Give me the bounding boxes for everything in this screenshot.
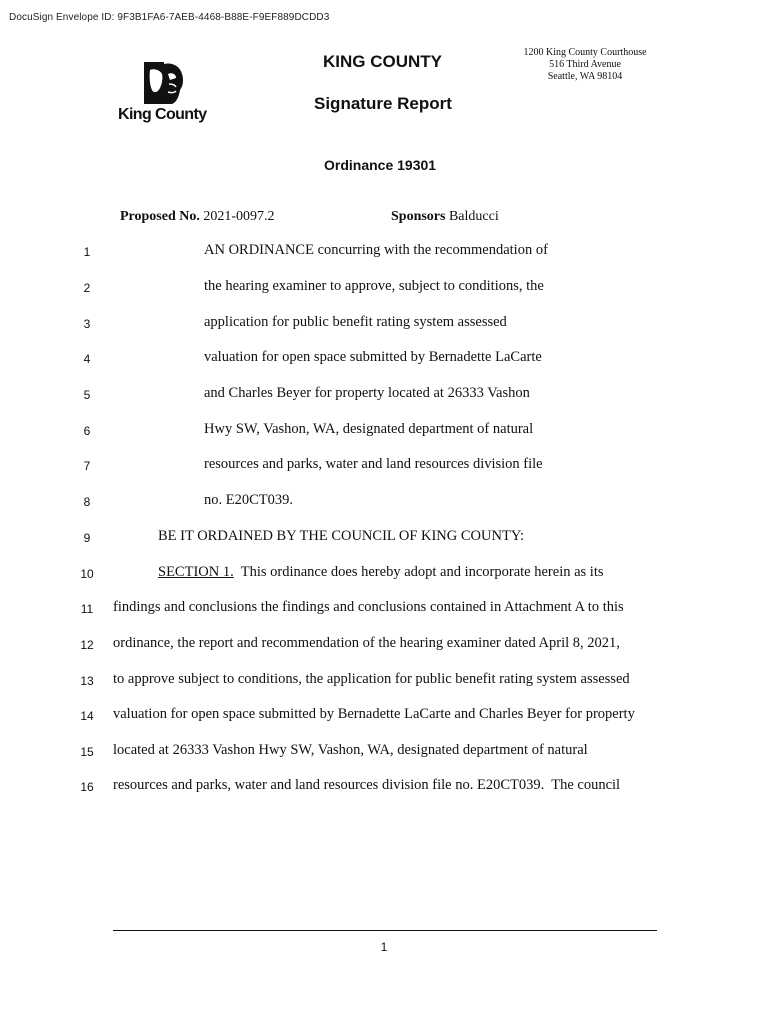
line-number: 11 <box>80 602 94 616</box>
line-number: 12 <box>80 638 94 652</box>
line-number: 13 <box>80 674 94 688</box>
line-number: 1 <box>83 245 91 259</box>
line-number: 4 <box>83 352 91 366</box>
line-number: 9 <box>83 531 91 545</box>
ordinance-line: BE IT ORDAINED BY THE COUNCIL OF KING COUNTY: <box>158 528 524 544</box>
footer-divider <box>113 930 657 931</box>
proposed-label: Proposed No. <box>120 209 200 224</box>
ordinance-line: Hwy SW, Vashon, WA, designated department of natural <box>204 421 534 437</box>
county-title: KING COUNTY <box>323 52 442 71</box>
ordinance-line: the hearing examiner to approve, subject to conditions, the <box>204 278 544 294</box>
report-title: Signature Report <box>314 94 452 113</box>
ordinance-line: findings and conclusions the findings and conclusions contained in Attachment A to this <box>113 599 624 615</box>
ordinance-line: to approve subject to conditions, the application for public benefit rating system assessed <box>113 671 630 687</box>
logo-text: King County <box>118 106 207 123</box>
line-number: 5 <box>83 388 91 402</box>
sponsors <box>391 209 499 225</box>
line-number: 16 <box>80 780 94 794</box>
address-line: 1200 King County Courthouse <box>523 47 647 58</box>
section-text: This ordinance does hereby adopt and incorporate herein as its <box>233 564 604 580</box>
ordinance-line: and Charles Beyer for property located at 26333 Vashon <box>204 385 530 401</box>
docusign-envelope-id: DocuSign Envelope ID: 9F3B1FA6-7AEB-4468-B88E-F9EF889DCDD3 <box>9 12 330 23</box>
ordinance-line: resources and parks, water and land resources division file <box>204 456 543 472</box>
line-number: 3 <box>83 317 91 331</box>
line-number: 15 <box>80 745 94 759</box>
ordinance-line: resources and parks, water and land resources division file no. E20CT039. The council <box>113 777 621 793</box>
section-heading: SECTION 1. <box>158 564 234 580</box>
ordinance-line: AN ORDINANCE concurring with the recommendation of <box>204 242 548 258</box>
line-number: 14 <box>80 709 94 723</box>
ordinance-line: located at 26333 Vashon Hwy SW, Vashon, WA, designated department of natural <box>113 742 588 758</box>
address-line: 516 Third Avenue <box>549 59 621 70</box>
ordinance-line: valuation for open space submitted by Bernadette LaCarte <box>204 349 542 365</box>
line-number: 7 <box>83 459 91 473</box>
ordinance-line <box>158 564 604 581</box>
ordinance-line: ordinance, the report and recommendation of the hearing examiner dated April 8, 2021, <box>113 635 620 651</box>
proposed-number <box>120 209 275 225</box>
line-number: 8 <box>83 495 91 509</box>
line-number: 2 <box>83 281 91 295</box>
page-number: 1 <box>380 940 388 954</box>
address-line: Seattle, WA 98104 <box>547 71 623 82</box>
line-number: 10 <box>80 567 94 581</box>
ordinance-line: application for public benefit rating system assessed <box>204 314 507 330</box>
ordinance-line: valuation for open space submitted by Bernadette LaCarte and Charles Beyer for property <box>113 706 635 722</box>
sponsors-value: Balducci <box>448 209 499 224</box>
courthouse-address <box>505 47 665 83</box>
sponsors-label: Sponsors <box>391 209 446 224</box>
ordinance-title: Ordinance 19301 <box>324 157 437 173</box>
king-county-logo <box>118 58 214 128</box>
ordinance-line: no. E20CT039. <box>204 492 294 508</box>
mlk-portrait-logo-icon <box>142 60 186 106</box>
line-number: 6 <box>83 424 91 438</box>
proposed-value: 2021-0097.2 <box>203 209 275 224</box>
